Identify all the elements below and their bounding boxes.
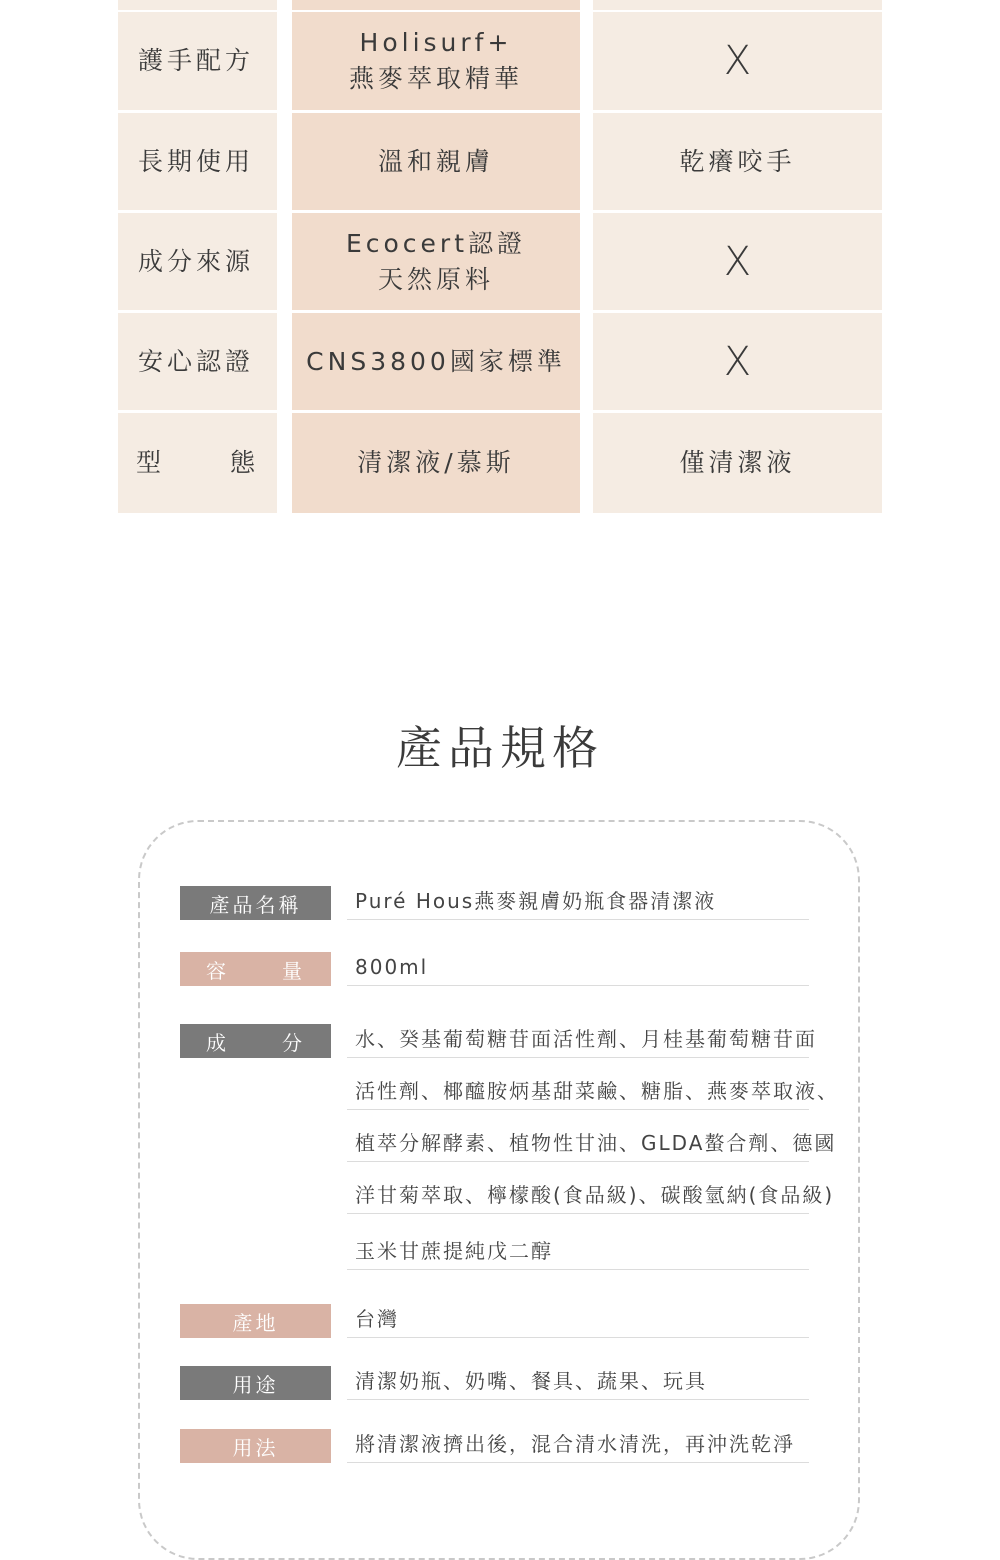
cross-mark: X xyxy=(723,338,752,385)
row-label-text: 長期使用 xyxy=(138,146,255,176)
row-ours-long-term xyxy=(292,113,580,210)
row-other-long-term xyxy=(593,113,882,210)
ours-line: 天然原料 xyxy=(377,264,494,294)
row-ours-form xyxy=(292,413,580,513)
table-top-other xyxy=(593,0,882,10)
ingredients-line: 玉米甘蔗提純戊二醇 xyxy=(347,1236,809,1270)
row-label-source xyxy=(118,213,277,310)
row-label-text: 型 xyxy=(136,448,166,477)
tag-origin: 產地 xyxy=(180,1304,331,1338)
row-label-long-term xyxy=(118,113,277,210)
tag-text: 分 xyxy=(282,1030,305,1055)
other-text: 僅清潔液 xyxy=(679,448,796,477)
value-origin: 台灣 xyxy=(347,1304,809,1338)
spec-title: 產品規格 xyxy=(396,721,604,775)
ours-line: 燕麥萃取精華 xyxy=(348,64,523,93)
ours-line: 清潔液/慕斯 xyxy=(357,448,515,477)
cross-mark: X xyxy=(723,238,752,285)
table-top-label xyxy=(118,0,277,10)
ours-line: Holisurf+ xyxy=(359,28,513,57)
ingredients-line: 植萃分解酵素、植物性甘油、GLDA螯合劑、德國 xyxy=(347,1128,809,1162)
value-product-name: Puré Hous燕麥親膚奶瓶食器清潔液 xyxy=(347,886,809,920)
row-label-certification xyxy=(118,313,277,410)
ours-line: CNS3800國家標準 xyxy=(306,346,566,376)
tag-text: 成 xyxy=(206,1030,229,1055)
ours-line: Ecocert認證 xyxy=(345,228,527,258)
tag-text: 量 xyxy=(282,958,305,983)
ingredients-line: 活性劑、椰醯胺炳基甜菜鹼、糖脂、燕麥萃取液、 xyxy=(347,1076,809,1110)
tag-product-name: 產品名稱 xyxy=(180,886,331,920)
row-other-hand-care xyxy=(593,12,882,110)
table-top-ours xyxy=(292,0,580,10)
row-other-form xyxy=(593,413,882,513)
row-label-text: 護手配方 xyxy=(138,46,255,75)
row-label-text: 成分來源 xyxy=(138,246,255,276)
row-ours-hand-care xyxy=(292,12,580,110)
row-ours-source xyxy=(292,213,580,310)
row-other-certification xyxy=(593,313,882,410)
tag-usage: 用途 xyxy=(180,1366,331,1400)
ingredients-line: 水、癸基葡萄糖苷面活性劑、月桂基葡萄糖苷面 xyxy=(347,1024,809,1058)
row-other-source xyxy=(593,213,882,310)
value-method: 將清潔液擠出後，混合清水清洗，再沖洗乾淨 xyxy=(347,1429,809,1463)
value-volume: 800ml xyxy=(347,952,809,986)
value-usage: 清潔奶瓶、奶嘴、餐具、蔬果、玩具 xyxy=(347,1366,809,1400)
row-ours-certification xyxy=(292,313,580,410)
tag-ingredients xyxy=(180,1024,331,1058)
ingredients-line: 洋甘菊萃取、檸檬酸(食品級)、碳酸氫納(食品級) xyxy=(347,1180,809,1214)
tag-method: 用法 xyxy=(180,1429,331,1463)
tag-text: 容 xyxy=(206,958,229,983)
row-label-text: 態 xyxy=(229,448,259,477)
row-label-text: 安心認證 xyxy=(138,346,255,376)
ours-line: 溫和親膚 xyxy=(377,146,494,176)
row-label-hand-care xyxy=(118,12,277,110)
cross-mark: X xyxy=(723,38,752,84)
other-text: 乾癢咬手 xyxy=(679,146,796,176)
tag-volume xyxy=(180,952,331,986)
row-label-form xyxy=(118,413,277,513)
